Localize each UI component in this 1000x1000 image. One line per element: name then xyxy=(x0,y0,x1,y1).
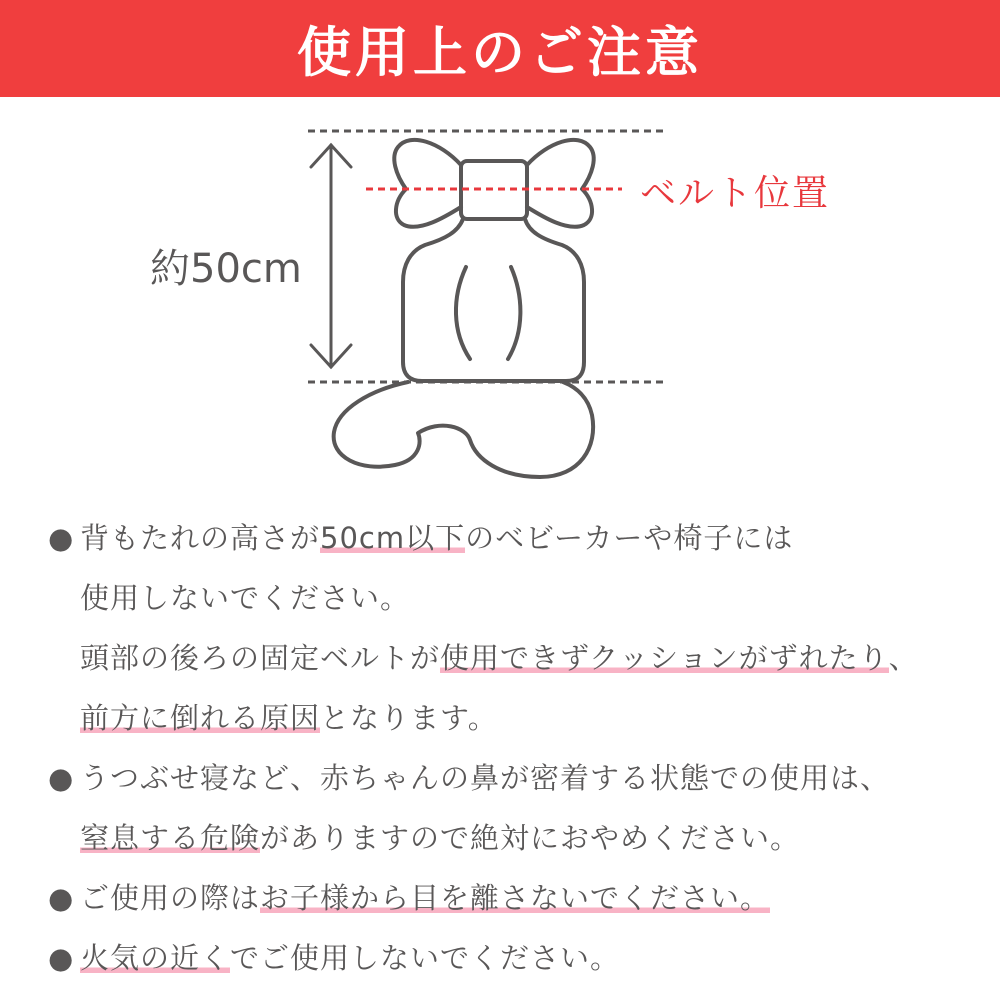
note-text: のベビーカーや椅子には xyxy=(465,521,794,555)
note-highlight: 窒息する危険 xyxy=(80,821,261,855)
note-highlight: 前方に倒れる原因 xyxy=(80,701,321,735)
diagram xyxy=(0,97,1000,497)
note-line xyxy=(48,568,978,628)
note-line xyxy=(48,688,978,748)
note-highlight: 使用できずクッションがずれたり xyxy=(440,641,889,675)
note-line xyxy=(48,628,978,688)
note-line xyxy=(48,928,978,988)
bullet-icon: ● xyxy=(48,881,75,915)
header-banner xyxy=(0,0,1000,97)
note-text: がありますので絶対におやめください。 xyxy=(260,821,801,855)
note-line xyxy=(48,508,978,568)
note-text: 頭部の後ろの固定ベルトが xyxy=(80,641,441,675)
note-highlight: 50cm以下 xyxy=(320,521,466,555)
note-text: ご使用の際は xyxy=(80,881,261,915)
note-text: となります。 xyxy=(320,701,498,735)
bullet-icon: ● xyxy=(48,761,75,795)
bullet-icon: ● xyxy=(48,521,75,555)
note-highlight: お子様から目を離さないでください。 xyxy=(260,881,771,915)
note-text: でご使用しないでください。 xyxy=(230,941,621,975)
note-text: うつぶせ寝など、赤ちゃんの鼻が密着する状態での使用は、 xyxy=(80,761,891,795)
height-arrow xyxy=(311,145,351,367)
note-text: 、 xyxy=(888,641,919,675)
note-highlight: 火気の近く xyxy=(80,941,231,975)
belt-position-label: ベルト位置 xyxy=(640,173,831,214)
cushion-illustration xyxy=(0,97,1000,497)
size-label: 約50cm xyxy=(150,246,302,292)
note-line xyxy=(48,748,978,808)
note-text: 背もたれの高さが xyxy=(80,521,321,555)
page-title: 使用上のご注意 xyxy=(297,21,703,84)
note-text: 使用しないでください。 xyxy=(80,581,411,615)
bullet-icon: ● xyxy=(48,941,75,975)
note-line xyxy=(48,868,978,928)
note-line xyxy=(48,808,978,868)
caution-notes xyxy=(48,508,978,988)
